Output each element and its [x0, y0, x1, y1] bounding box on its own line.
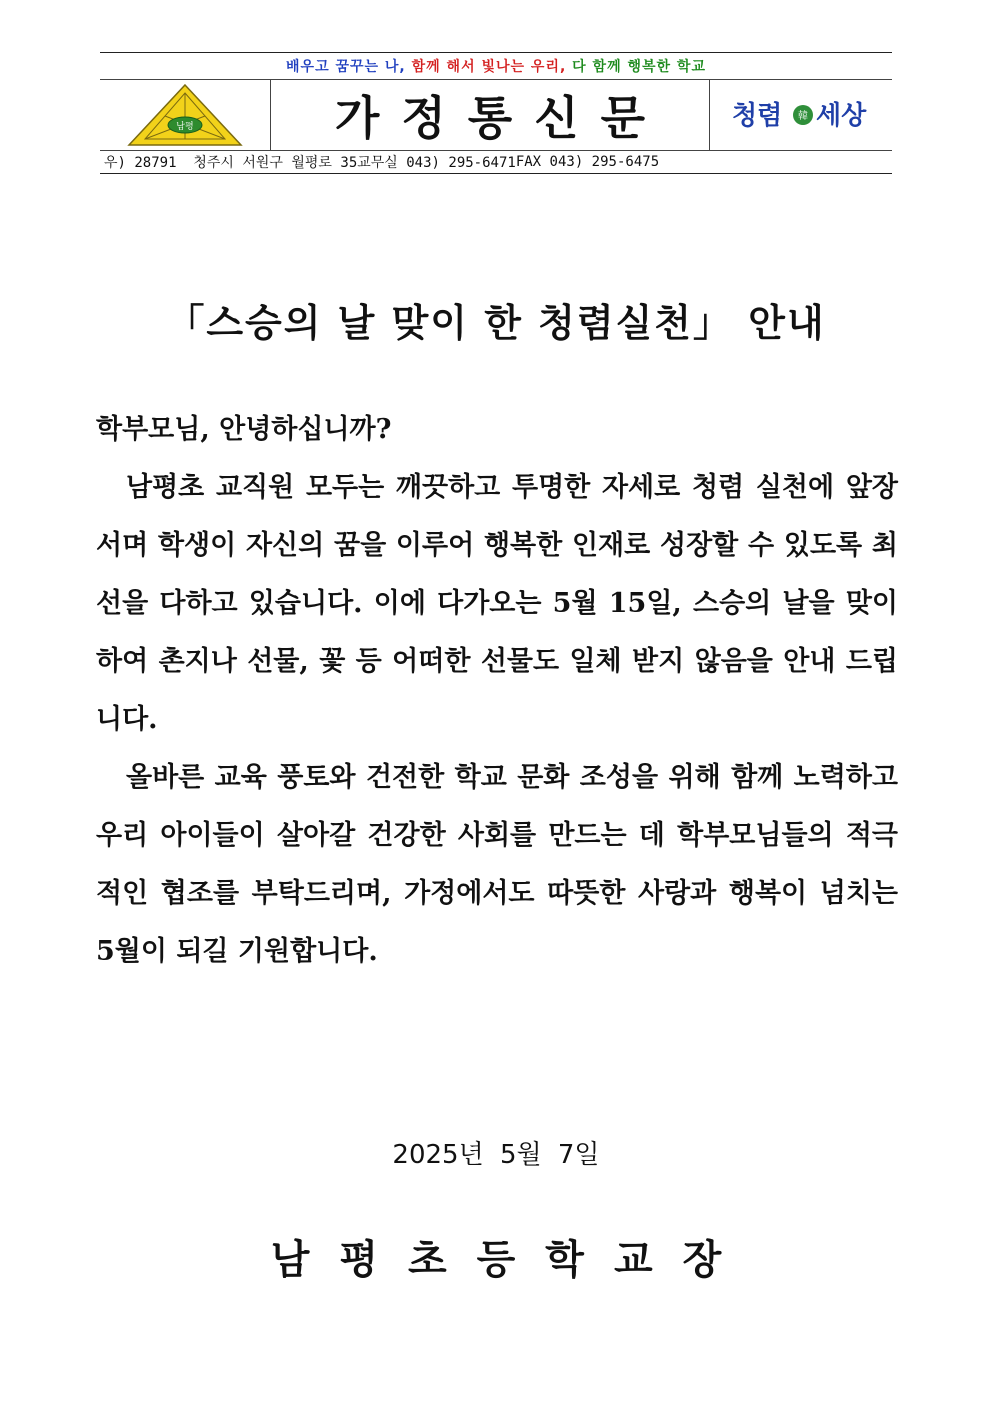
svg-text:韓: 韓	[798, 111, 808, 122]
motto-part-2: 함께 해서 빛나는 우리,	[411, 59, 567, 75]
school-emblem-icon	[125, 83, 245, 147]
title-row	[100, 80, 892, 151]
document-title: 「스승의 날 맞이 한 청렴실천」 안내	[166, 300, 826, 345]
svg-text:세상: 세상	[816, 101, 867, 131]
fax-number: FAX 043) 295-6475	[515, 154, 660, 170]
svg-text:청렴: 청렴	[732, 101, 783, 131]
logo-text: 남평	[176, 122, 194, 132]
body-paragraph-2: 올바른 교육 풍토와 건전한 학교 문화 조성을 위해 함께 노력하고 우리 아이들이 살아갈 건강한 사회를 만드는 데 학부모님들의 적극적인 협조를 부탁드리며, 가정에서도 따뜻한 사랑과 행복이 넘치는 5월이 되길 기원합니다.	[96, 762, 898, 967]
office-phone: 교무실 043) 295-6471	[357, 155, 516, 171]
motto-part-1: 배우고 꿈꾸는 나,	[286, 59, 406, 75]
greeting: 학부모님, 안녕하십니까?	[96, 414, 392, 445]
motto-part-3: 다 함께 행복한 학교	[572, 59, 706, 75]
issue-date: 2025년 5월 7일	[392, 1140, 600, 1170]
body-paragraph-1: 남평초 교직원 모두는 깨끗하고 투명한 자세로 청렴 실천에 앞장서며 학생이 자신의 꿈을 이루어 행복한 인재로 성장할 수 있도록 최선을 다하고 있습니다. 이에 다가오는 5월 15일, 스승의 날을 맞이하여 촌지나 선물, 꽃 등 어떠한 선물도 일체 받지 않음을 안내 드립니다.	[96, 472, 898, 735]
school-logo	[100, 80, 271, 150]
integrity-world-icon	[726, 90, 876, 140]
school-motto	[100, 52, 892, 80]
integrity-brand-logo	[709, 80, 892, 150]
principal-signature: 남평초등학교장	[270, 1236, 752, 1283]
newsletter-title: 가정통신문	[334, 91, 668, 145]
contact-row	[100, 151, 892, 174]
newsletter-header	[100, 52, 892, 174]
school-address: 우) 28791 청주시 서원구 월평로 35	[104, 155, 358, 171]
